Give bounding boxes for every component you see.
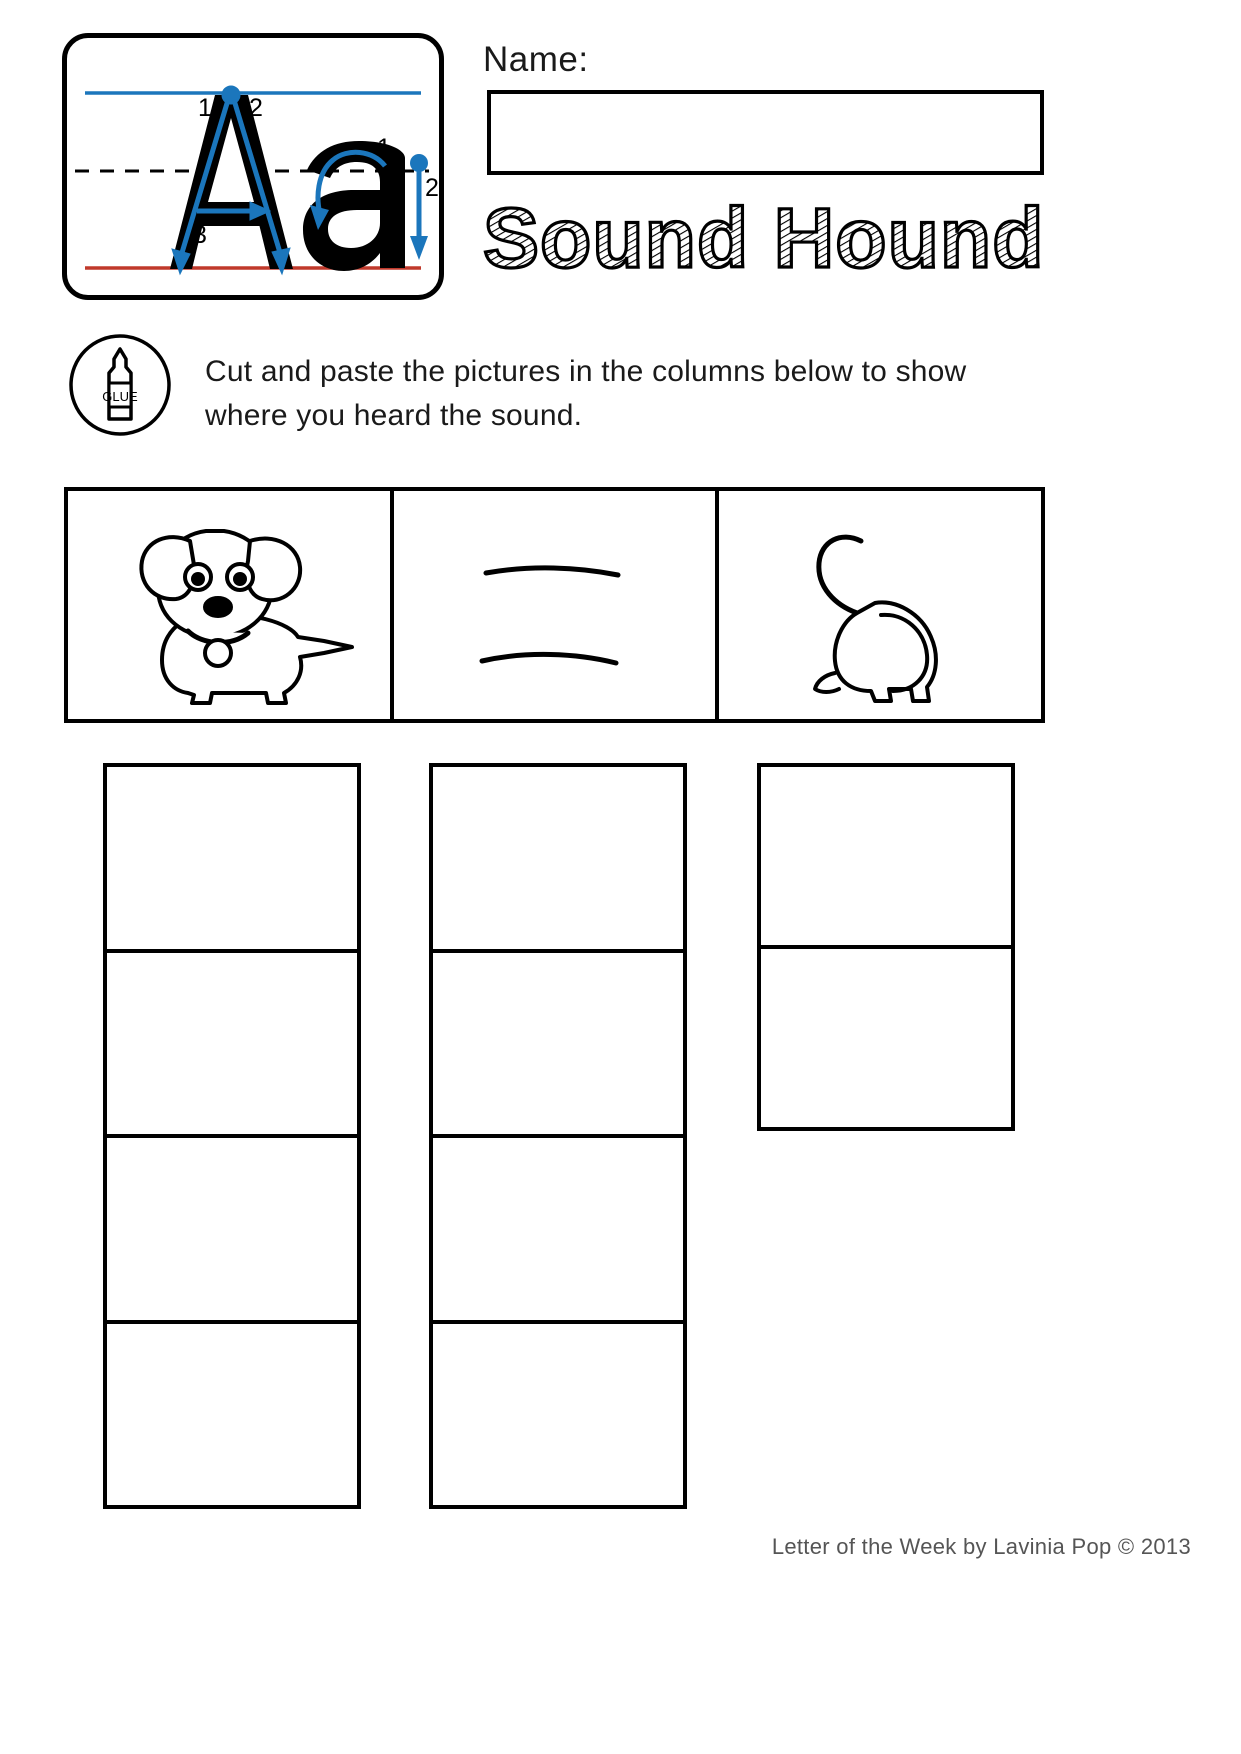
paste-cell[interactable] <box>433 953 683 1139</box>
paste-cell[interactable] <box>761 949 1011 1127</box>
footer-credit: Letter of the Week by Lavinia Pop © 2013 <box>771 1534 1191 1559</box>
paste-cell[interactable] <box>761 767 1011 949</box>
paste-cell[interactable] <box>107 767 357 953</box>
stroke-number-1-upper: 1 <box>198 94 212 122</box>
paste-cell[interactable] <box>433 1324 683 1506</box>
dog-icon <box>84 495 374 715</box>
picture-cell-blank[interactable] <box>394 491 720 719</box>
picture-cell-dog[interactable] <box>68 491 394 719</box>
svg-text:GLUE: GLUE <box>102 389 138 404</box>
column-end <box>757 763 1015 1131</box>
cat-back-icon <box>735 495 1025 715</box>
name-label: Name: <box>483 40 589 79</box>
stroke-number-2-upper: 2 <box>249 94 263 122</box>
picture-strip <box>64 487 1045 723</box>
column-beginning <box>103 763 361 1509</box>
paste-cell[interactable] <box>433 1138 683 1324</box>
paste-cell[interactable] <box>107 1324 357 1506</box>
instructions-text: Cut and paste the pictures in the columns below to show where you heard the sound. <box>205 355 967 432</box>
two-lines-icon <box>410 495 700 715</box>
paste-cell[interactable] <box>107 1138 357 1324</box>
page-title <box>483 195 1053 285</box>
letter-tracing-graphic <box>67 38 439 295</box>
stroke-number-1-lower: 1 <box>377 134 391 162</box>
name-input[interactable] <box>487 90 1044 175</box>
page-title-text: Sound Hound <box>483 195 1045 285</box>
stroke-number-3-upper: 3 <box>193 221 207 249</box>
picture-cell-cat[interactable] <box>719 491 1041 719</box>
glue-bottle-icon <box>68 333 173 438</box>
page-title-graphic <box>483 195 1053 285</box>
stroke-number-2-lower: 2 <box>425 174 439 202</box>
letter-tracing-card <box>62 33 444 300</box>
paste-cell[interactable] <box>433 767 683 953</box>
paste-cell[interactable] <box>107 953 357 1139</box>
column-middle <box>429 763 687 1509</box>
